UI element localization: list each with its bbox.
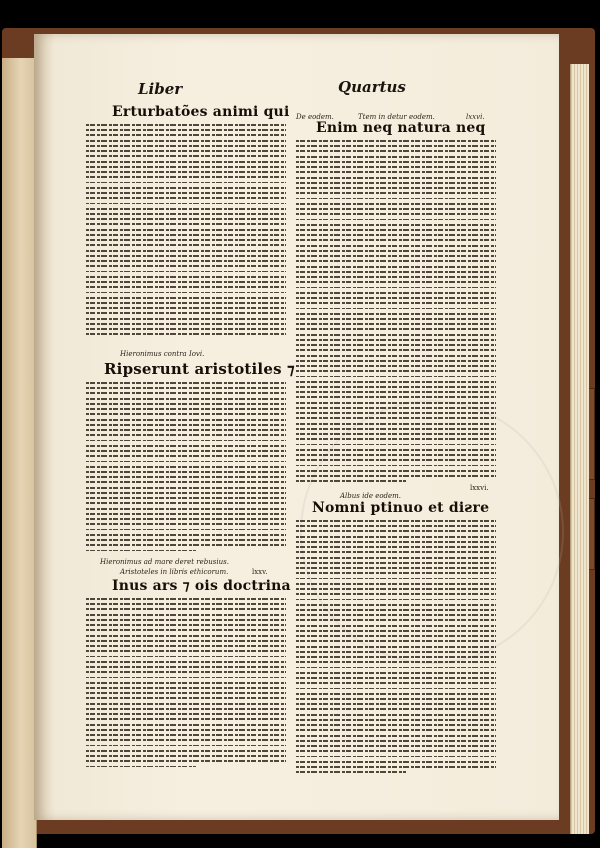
- left-text-block-1: [86, 124, 286, 342]
- right-heading-2: Nomni ptinuo et diƨre: [312, 500, 490, 516]
- left-heading-2: Ripserunt aristotiles ⁊: [104, 360, 295, 378]
- right-column-subheader: De eodem.: [296, 113, 334, 121]
- running-header-right: Quartus: [338, 78, 406, 96]
- left-section-number: lxxv.: [252, 568, 268, 576]
- left-text-block-2: [86, 382, 286, 557]
- left-rubric-3: Aristoteles in libris ethicorum.: [120, 568, 229, 576]
- left-heading-3: Inus ars ⁊ ois doctrina: [112, 578, 291, 594]
- folio-number: lxxvi.: [466, 113, 485, 121]
- left-rubric-1: Hieronimus contra Iovi.: [120, 350, 205, 358]
- page-stack-edge: [570, 64, 589, 834]
- left-heading-1: Erturbatões animi qui: [112, 104, 290, 120]
- right-heading-1: Enim neq natura neq: [316, 120, 486, 136]
- right-text-block-1: [296, 140, 496, 490]
- right-column-subtitle: Ttem in detur eodem.: [358, 113, 435, 121]
- right-section-number: lxxvi.: [470, 484, 489, 492]
- left-rubric-2: Hieronimus ad mare deret rebusius.: [100, 558, 229, 566]
- right-text-block-2: [296, 520, 496, 778]
- right-rubric-1: Albus ide eodem.: [340, 492, 402, 500]
- left-page-edge: [2, 58, 37, 848]
- running-header-left: Liber: [138, 80, 183, 98]
- left-text-block-3: [86, 598, 286, 776]
